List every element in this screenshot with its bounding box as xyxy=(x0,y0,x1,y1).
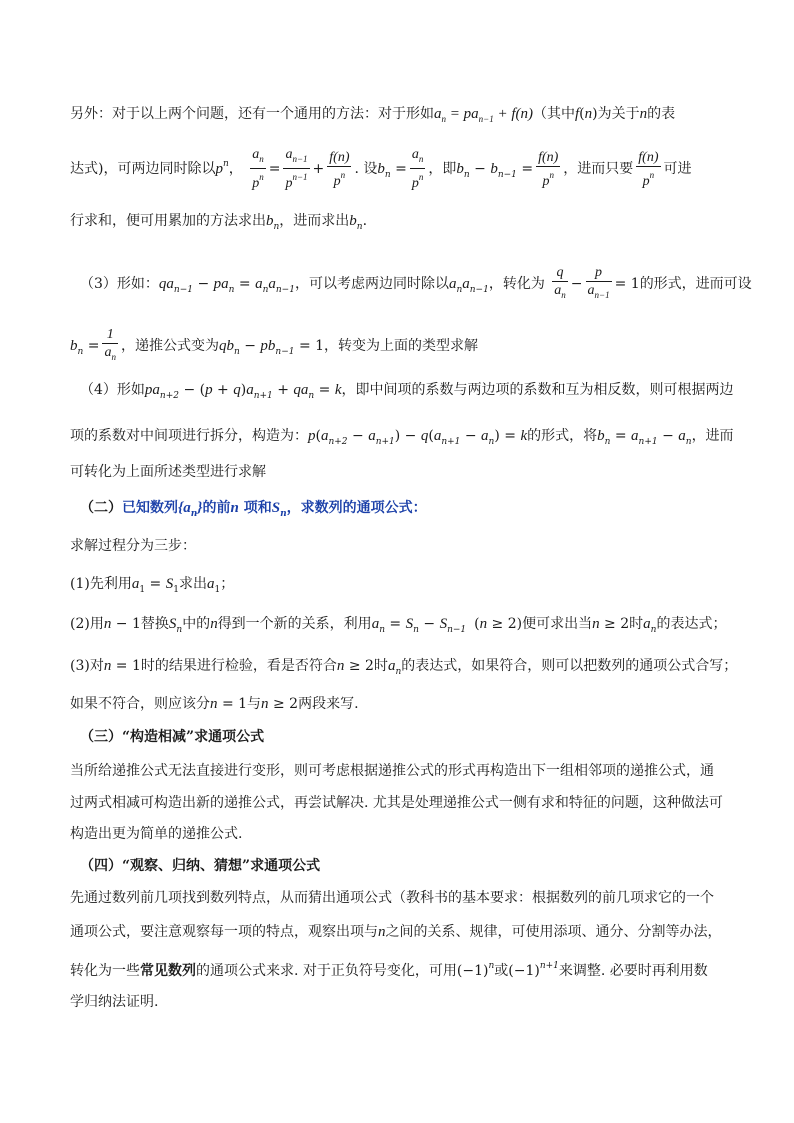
item4-line-3: 可转化为上面所述类型进行求解 xyxy=(70,464,266,480)
section4-line-2: 通项公式，要注意观察每一项的特点，观察出项与n之间的关系、规律，可使用添项、通分、分割等办法， xyxy=(70,924,722,940)
section3-line-1: 当所给递推公式无法直接进行变形，则可考虑根据递推公式的形式再构造出下一组相邻项的递推公式，通 xyxy=(70,763,714,779)
section2-step-4: 如果不符合，则应该分n = 1与n ≥ 2两段来写. xyxy=(70,696,359,712)
item3-line-1: （3）形如：$qa_{n-1} - pa_n = a_na_{n-1}$，可以考虑两边同时除以$a_na_{n-1}$，转化为 $\frac{q}{a_n}$ − $\frac{p}{a_{n-1}}$ = 1的形式，进而可设 xyxy=(80,265,752,300)
section4-line-1: 先通过数列前几项找到数列特点，从而猜出通项公式（教科书的基本要求：根据数列的前几项求它的一个 xyxy=(70,890,714,906)
intro-line-3: 行求和，便可用累加的方法求出$b_n$，进而求出$b_n$. xyxy=(70,213,368,232)
section2-step-3: (3)对n = 1时的结果进行检验，看是否符合n ≥ 2时$a_n$的表达式，如果符合，则可以把数列的通项公式合写； xyxy=(70,658,738,677)
section4-line-3: 转化为一些常见数列的通项公式来求. 对于正负符号变化，可用$(-1)^n$或$(-1)^{n+1}$来调整. 必要时再利用数 xyxy=(70,961,708,979)
section2-heading: （二）已知数列$\{a_n\}$的前n 项和$S_n$，求数列的通项公式： xyxy=(80,500,427,519)
item4-line-2: 项的系数对中间项进行拆分，构造为：$p(a_{n+2} - a_{n+1}) - q(a_{n+1} - a_n) = k$的形式，将$b_n = a_{n+1} - a_n$，进而 xyxy=(70,428,734,447)
section2-step-1: (1)先利用$a_1 = S_1$求出$a_1$； xyxy=(70,576,235,595)
section4-line-4: 学归纳法证明. xyxy=(70,994,159,1010)
item4-line-1: （4）形如$pa_{n+2} - (p + q)a_{n+1} + qa_n = k$，即中间项的系数与两边项的系数和互为相反数，则可根据两边 xyxy=(80,382,734,401)
section2-p0: 求解过程分为三步： xyxy=(70,538,196,554)
section2-step-2: (2)用n − 1替换$S_n$中的n得到一个新的关系，利用$a_n = S_n - S_{n-1}$ (n ≥ 2)便可求出当n ≥ 2时$a_n$的表达式； xyxy=(70,616,727,635)
intro-line-2: 达式)，可两边同时除以$p^n$， $\frac{a_n}{p^n}$ = $\frac{a_{n-1}}{p^{n-1}}$ + $\frac{f(n)}{p^n}$ . 设$b_n$ = $\frac{a_n}{p^n}$ ，即$b_n - b_{n-1}$ = $\frac{f(n)}{p^n}$ ，进而只要 $\frac{f(n)}{p^n}$ 可进 xyxy=(70,147,692,191)
section3-line-3: 构造出更为简单的递推公式. xyxy=(70,826,243,842)
item3-line-2: $b_n$ = $\frac{1}{a_n}$ ，递推公式变为$qb_n - pb_{n-1} = 1$，转变为上面的类型求解 xyxy=(70,327,479,362)
intro-line-1: 另外：对于以上两个问题，还有一个通用的方法：对于形如$a_n = pa_{n-1} + f(n)$（其中f(n)为关于n的表 xyxy=(70,106,676,124)
section4-heading: （四）“观察、归纳、猜想”求通项公式 xyxy=(80,858,321,874)
section3-line-2: 过两式相减可构造出新的递推公式，再尝试解决. 尤其是处理递推公式一侧有求和特征的问题，这种做法可 xyxy=(70,795,723,811)
section3-heading: （三）“构造相减”求通项公式 xyxy=(80,729,265,745)
